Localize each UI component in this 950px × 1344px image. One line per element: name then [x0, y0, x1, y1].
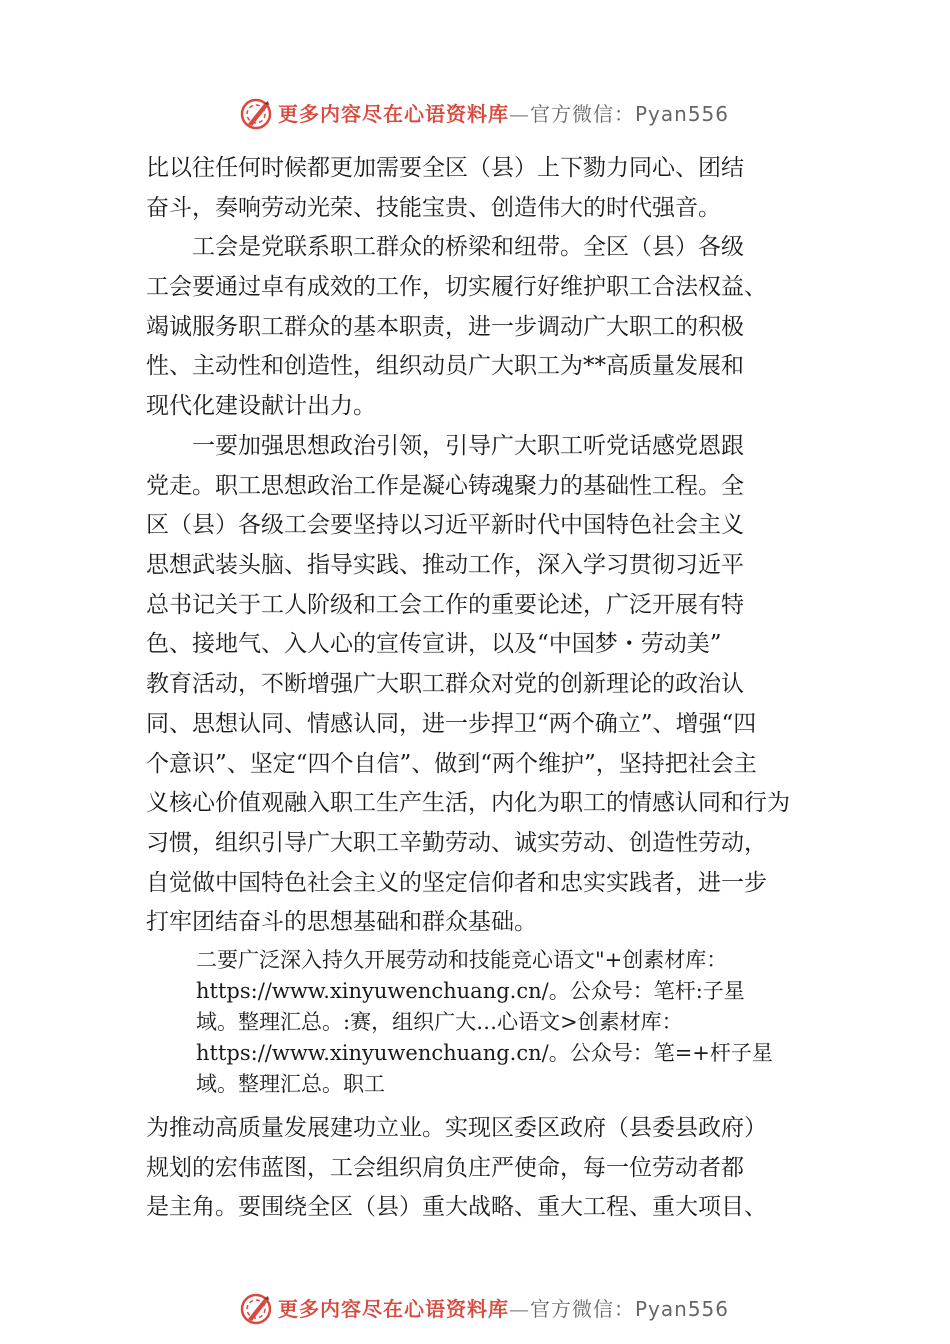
header-prefix: 更多内容尽在心语资料库: [278, 102, 509, 126]
body-line: 竭诚服务职工群众的基本职责，进一步调动广大职工的积极: [146, 314, 744, 340]
body-line: 色、接地气、入人心的宣传宣讲，以及“中国梦・劳动美”: [146, 631, 722, 657]
header-text: [278, 100, 729, 128]
body-line: 区（县）各级工会要坚持以习近平新时代中国特色社会主义: [146, 512, 744, 538]
logo-icon: [238, 96, 274, 132]
inserted-line: 二要广泛深入持久开展劳动和技能竞心语文"+创素材库：: [196, 948, 728, 972]
footer-text: [278, 1295, 729, 1323]
body-line: 现代化建设献计出力。: [146, 393, 376, 419]
logo-icon: [238, 1291, 274, 1327]
body-line: 同、思想认同、情感认同，进一步捍卫“两个确立”、增强“四: [146, 711, 757, 737]
body-line: 比以往任何时候都更加需要全区（县）上下勠力同心、团结: [146, 155, 744, 181]
inserted-line: https://www.xinyuwenchuang.cn/。公众号：笔=+杆子星: [196, 1041, 773, 1065]
footer-account: Pyan556: [635, 1297, 730, 1321]
body-line: 教育活动，不断增强广大职工群众对党的创新理论的政治认: [146, 671, 744, 697]
body-line: 工会是党联系职工群众的桥梁和纽带。全区（县）各级: [146, 234, 744, 260]
body-line: 工会要通过卓有成效的工作，切实履行好维护职工合法权益、: [146, 274, 767, 300]
footer-label: 官方微信：: [530, 1297, 635, 1321]
footer-prefix: 更多内容尽在心语资料库: [278, 1297, 509, 1321]
inserted-line: https://www.xinyuwenchuang.cn/。公众号：笔杆:子星: [196, 979, 745, 1003]
footer-dash: —: [509, 1297, 530, 1321]
body-line: 性、主动性和创造性，组织动员广大职工为**高质量发展和: [146, 353, 744, 379]
header-banner: [0, 96, 950, 136]
body-line: 党走。职工思想政治工作是凝心铸魂聚力的基础性工程。全: [146, 473, 744, 499]
body-line: 思想武装头脑、指导实践、推动工作，深入学习贯彻习近平: [146, 552, 744, 578]
body-line: 个意识”、坚定“四个自信”、做到“两个维护”，坚持把社会主: [146, 751, 757, 777]
body-line: 为推动高质量发展建功立业。实现区委区政府（县委县政府）: [146, 1115, 767, 1141]
body-line: 打牢团结奋斗的思想基础和群众基础。: [146, 909, 537, 935]
header-dash: —: [509, 102, 530, 126]
body-line: 一要加强思想政治引领，引导广大职工听党话感党恩跟: [146, 433, 744, 459]
inserted-line: 域。整理汇总。职工: [196, 1072, 385, 1096]
body-line: 总书记关于工人阶级和工会工作的重要论述，广泛开展有特: [146, 592, 744, 618]
body-line: 规划的宏伟蓝图，工会组织肩负庄严使命，每一位劳动者都: [146, 1155, 744, 1181]
body-line: 奋斗，奏响劳动光荣、技能宝贵、创造伟大的时代强音。: [146, 195, 721, 221]
inserted-line: 域。整理汇总。:赛，组织广大…心语文>创素材库：: [196, 1010, 683, 1034]
body-line: 习惯，组织引导广大职工辛勤劳动、诚实劳动、创造性劳动，: [146, 830, 767, 856]
footer-banner: [0, 1291, 950, 1331]
body-line: 义核心价值观融入职工生产生活，内化为职工的情感认同和行为: [146, 790, 790, 816]
header-account: Pyan556: [635, 102, 730, 126]
body-line: 是主角。要围绕全区（县）重大战略、重大工程、重大项目、: [146, 1194, 767, 1220]
body-line: 自觉做中国特色社会主义的坚定信仰者和忠实实践者，进一步: [146, 870, 767, 896]
header-label: 官方微信：: [530, 102, 635, 126]
